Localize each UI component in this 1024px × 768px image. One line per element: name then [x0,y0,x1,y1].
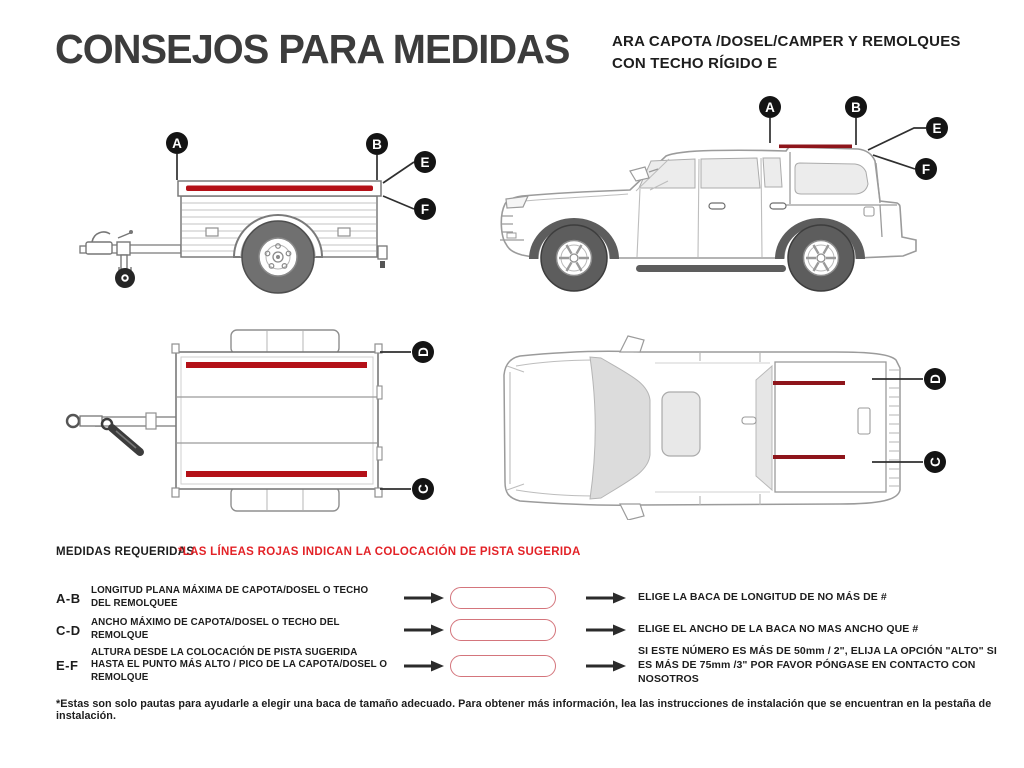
measurement-description: LONGITUD PLANA MÁXIMA DE CAPOTA/DOSEL O TECHO DEL REMOLQUEE [91,585,369,609]
trailer-marker-a [166,132,188,154]
svg-text:C: C [415,484,431,494]
arrow-right-icon [404,592,450,604]
svg-text:A: A [765,99,775,115]
measurement-guidance: ELIGE EL ANCHO DE LA BACA NO MAS ANCHO QUE # [638,623,919,636]
suggested-track-line [186,362,367,368]
arrow-right-icon [570,624,626,636]
trailer-top-view [40,320,470,520]
truck-marker-c [924,451,946,473]
truck-top-view [490,330,1024,520]
suggested-track-line [773,455,845,459]
svg-text:A: A [172,135,182,151]
truck-marker-e [926,117,948,139]
measurement-row-cd [56,615,1008,645]
truck-side-view [488,88,1024,310]
trailer-side-view [30,95,460,310]
arrow-right-icon [404,660,450,672]
truck-marker-b [845,96,867,118]
svg-text:D: D [415,347,431,357]
svg-text:F: F [921,161,931,177]
svg-text:D: D [927,374,943,384]
truck-side-drawing [500,145,916,292]
truck-top-drawing [504,336,900,520]
measurement-guidance: SI ESTE NÚMERO ES MÁS DE 50mm / 2", ELIJA LA OPCIÓN "ALTO" SI ES MÁS DE 75mm /3" POR FAVOR PÓNGASE EN CONTACTO CON NOSOTROS [638,645,997,685]
truck-marker-d [924,368,946,390]
arrow-right-icon [570,592,626,604]
measurement-guidance: ELIGE LA BACA DE LONGITUD DE NO MÁS DE # [638,591,887,604]
arrow-right-icon [570,660,626,672]
trailer-top-drawing [67,330,382,511]
trailer-marker-e [414,151,436,173]
suggested-track-line [186,471,367,477]
truck-marker-a [759,96,781,118]
trailer-marker-c [412,478,434,500]
page-title: CONSEJOS PARA MEDIDAS [55,26,570,72]
measurement-value-box[interactable] [450,619,556,641]
subtitle-line-2: CON TECHO RÍGIDO E [612,54,778,72]
trailer-top-marker-lines [380,352,411,489]
truck-rear-wheel [788,225,854,291]
range-label: E-F [56,658,79,674]
svg-text:F: F [420,201,430,217]
suggested-track-line [186,186,373,192]
svg-text:B: B [372,136,382,152]
suggested-track-line [773,381,845,385]
measurement-row-ef [56,645,1008,687]
measurement-description: ALTURA DESDE LA COLOCACIÓN DE PISTA SUGERIDA HASTA EL PUNTO MÁS ALTO / PICO DE LA CAPOTA/DOSEL O REMOLQUE [91,646,388,684]
range-label: C-D [56,622,81,638]
trailer-marker-f [414,198,436,220]
measurement-rows [56,581,1008,687]
suggested-track-line [779,145,852,149]
range-label: A-B [56,590,81,606]
measurements-section-title: MEDIDAS REQUERIDAS [56,546,195,558]
measurement-value-box[interactable] [450,655,556,677]
measurement-description: ANCHO MÁXIMO DE CAPOTA/DOSEL O TECHO DEL REMOLQUE [91,617,340,641]
measurement-value-box[interactable] [450,587,556,609]
truck-marker-f [915,158,937,180]
trailer-side-drawing [80,181,387,293]
trailer-marker-b [366,133,388,155]
red-lines-note: *LAS LÍNEAS ROJAS INDICAN LA COLOCACIÓN DE PISTA SUGERIDA [178,546,581,558]
subtitle-line-1: ARA CAPOTA /DOSEL/CAMPER Y REMOLQUES [612,33,961,50]
svg-text:C: C [927,457,943,467]
measurement-row-ab [56,581,1008,615]
trailer-marker-d [412,341,434,363]
arrow-right-icon [404,624,450,636]
page-subtitle [612,31,961,75]
truck-front-wheel [541,225,607,291]
svg-text:E: E [932,120,942,136]
svg-text:B: B [851,99,861,115]
svg-text:E: E [420,154,430,170]
footnote: *Estas son solo pautas para ayudarle a elegir una baca de tamaño adecuado. Para obtener más información, lea las instrucciones de instalación que se encuentran en la pestaña de instalación. [56,698,992,722]
trailer-wheel [242,221,314,293]
